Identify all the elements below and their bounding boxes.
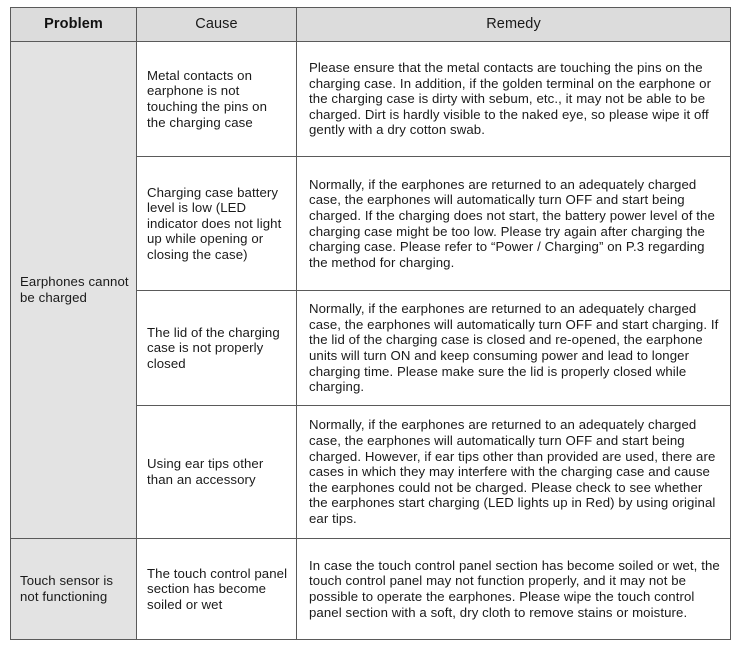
- problem-earphones-not-charged: Earphones cannot be charged: [11, 42, 137, 539]
- table-body: [11, 42, 731, 640]
- header-problem: Problem: [11, 8, 137, 42]
- remedy-cell: Please ensure that the metal contacts are touching the pins on the charging case. In addition, if the golden terminal on the earphone or the charging case is dirty with sebum, etc., it may not be able to be charged. Dirt is hardly visible to the naked eye, so please wipe it off gently with a dry cotton swab.: [297, 42, 731, 157]
- header-cause: Cause: [137, 8, 297, 42]
- troubleshooting-table: [10, 7, 731, 640]
- table-header: [11, 8, 731, 42]
- remedy-cell: In case the touch control panel section has become soiled or wet, the touch control panel may not function properly, and it may not be possible to operate the earphones. Please wipe the touch control panel section with a soft, dry cloth to remove stains or moisture.: [297, 539, 731, 640]
- table-row: [11, 42, 731, 157]
- problem-touch-sensor: Touch sensor is not functioning: [11, 539, 137, 640]
- remedy-cell: Normally, if the earphones are returned to an adequately charged case, the earphones will automatically turn OFF and start being charged. If the charging does not start, the battery power level of the charging case might be too low. Please try again after charging the charging case. Please refer to “Power / Charging” on P.3 regarding the method for charging.: [297, 157, 731, 291]
- header-row: [11, 8, 731, 42]
- remedy-cell: Normally, if the earphones are returned to an adequately charged case, the earphones will automatically turn OFF and start charging. If the lid of the charging case is closed and re-opened, the earphone units will turn ON and keep consuming power and lead to longer charging time. Please make sure the lid is properly closed while charging.: [297, 291, 731, 406]
- cause-cell: Metal contacts on earphone is not touching the pins on the charging case: [137, 42, 297, 157]
- remedy-cell: Normally, if the earphones are returned to an adequately charged case, the earphones will automatically turn OFF and start being charged. However, if ear tips other than provided are used, there are cases in which they may interfere with the charging case and cause the earphones could not be charged. Please check to see whether the earphones start charging (LED lights up in Red) by using original ear tips.: [297, 406, 731, 539]
- cause-cell: Using ear tips other than an accessory: [137, 406, 297, 539]
- cause-cell: Charging case battery level is low (LED indicator does not light up while opening or closing the case): [137, 157, 297, 291]
- cause-cell: The lid of the charging case is not properly closed: [137, 291, 297, 406]
- header-remedy: Remedy: [297, 8, 731, 42]
- cause-cell: The touch control panel section has become soiled or wet: [137, 539, 297, 640]
- table-row: [11, 539, 731, 640]
